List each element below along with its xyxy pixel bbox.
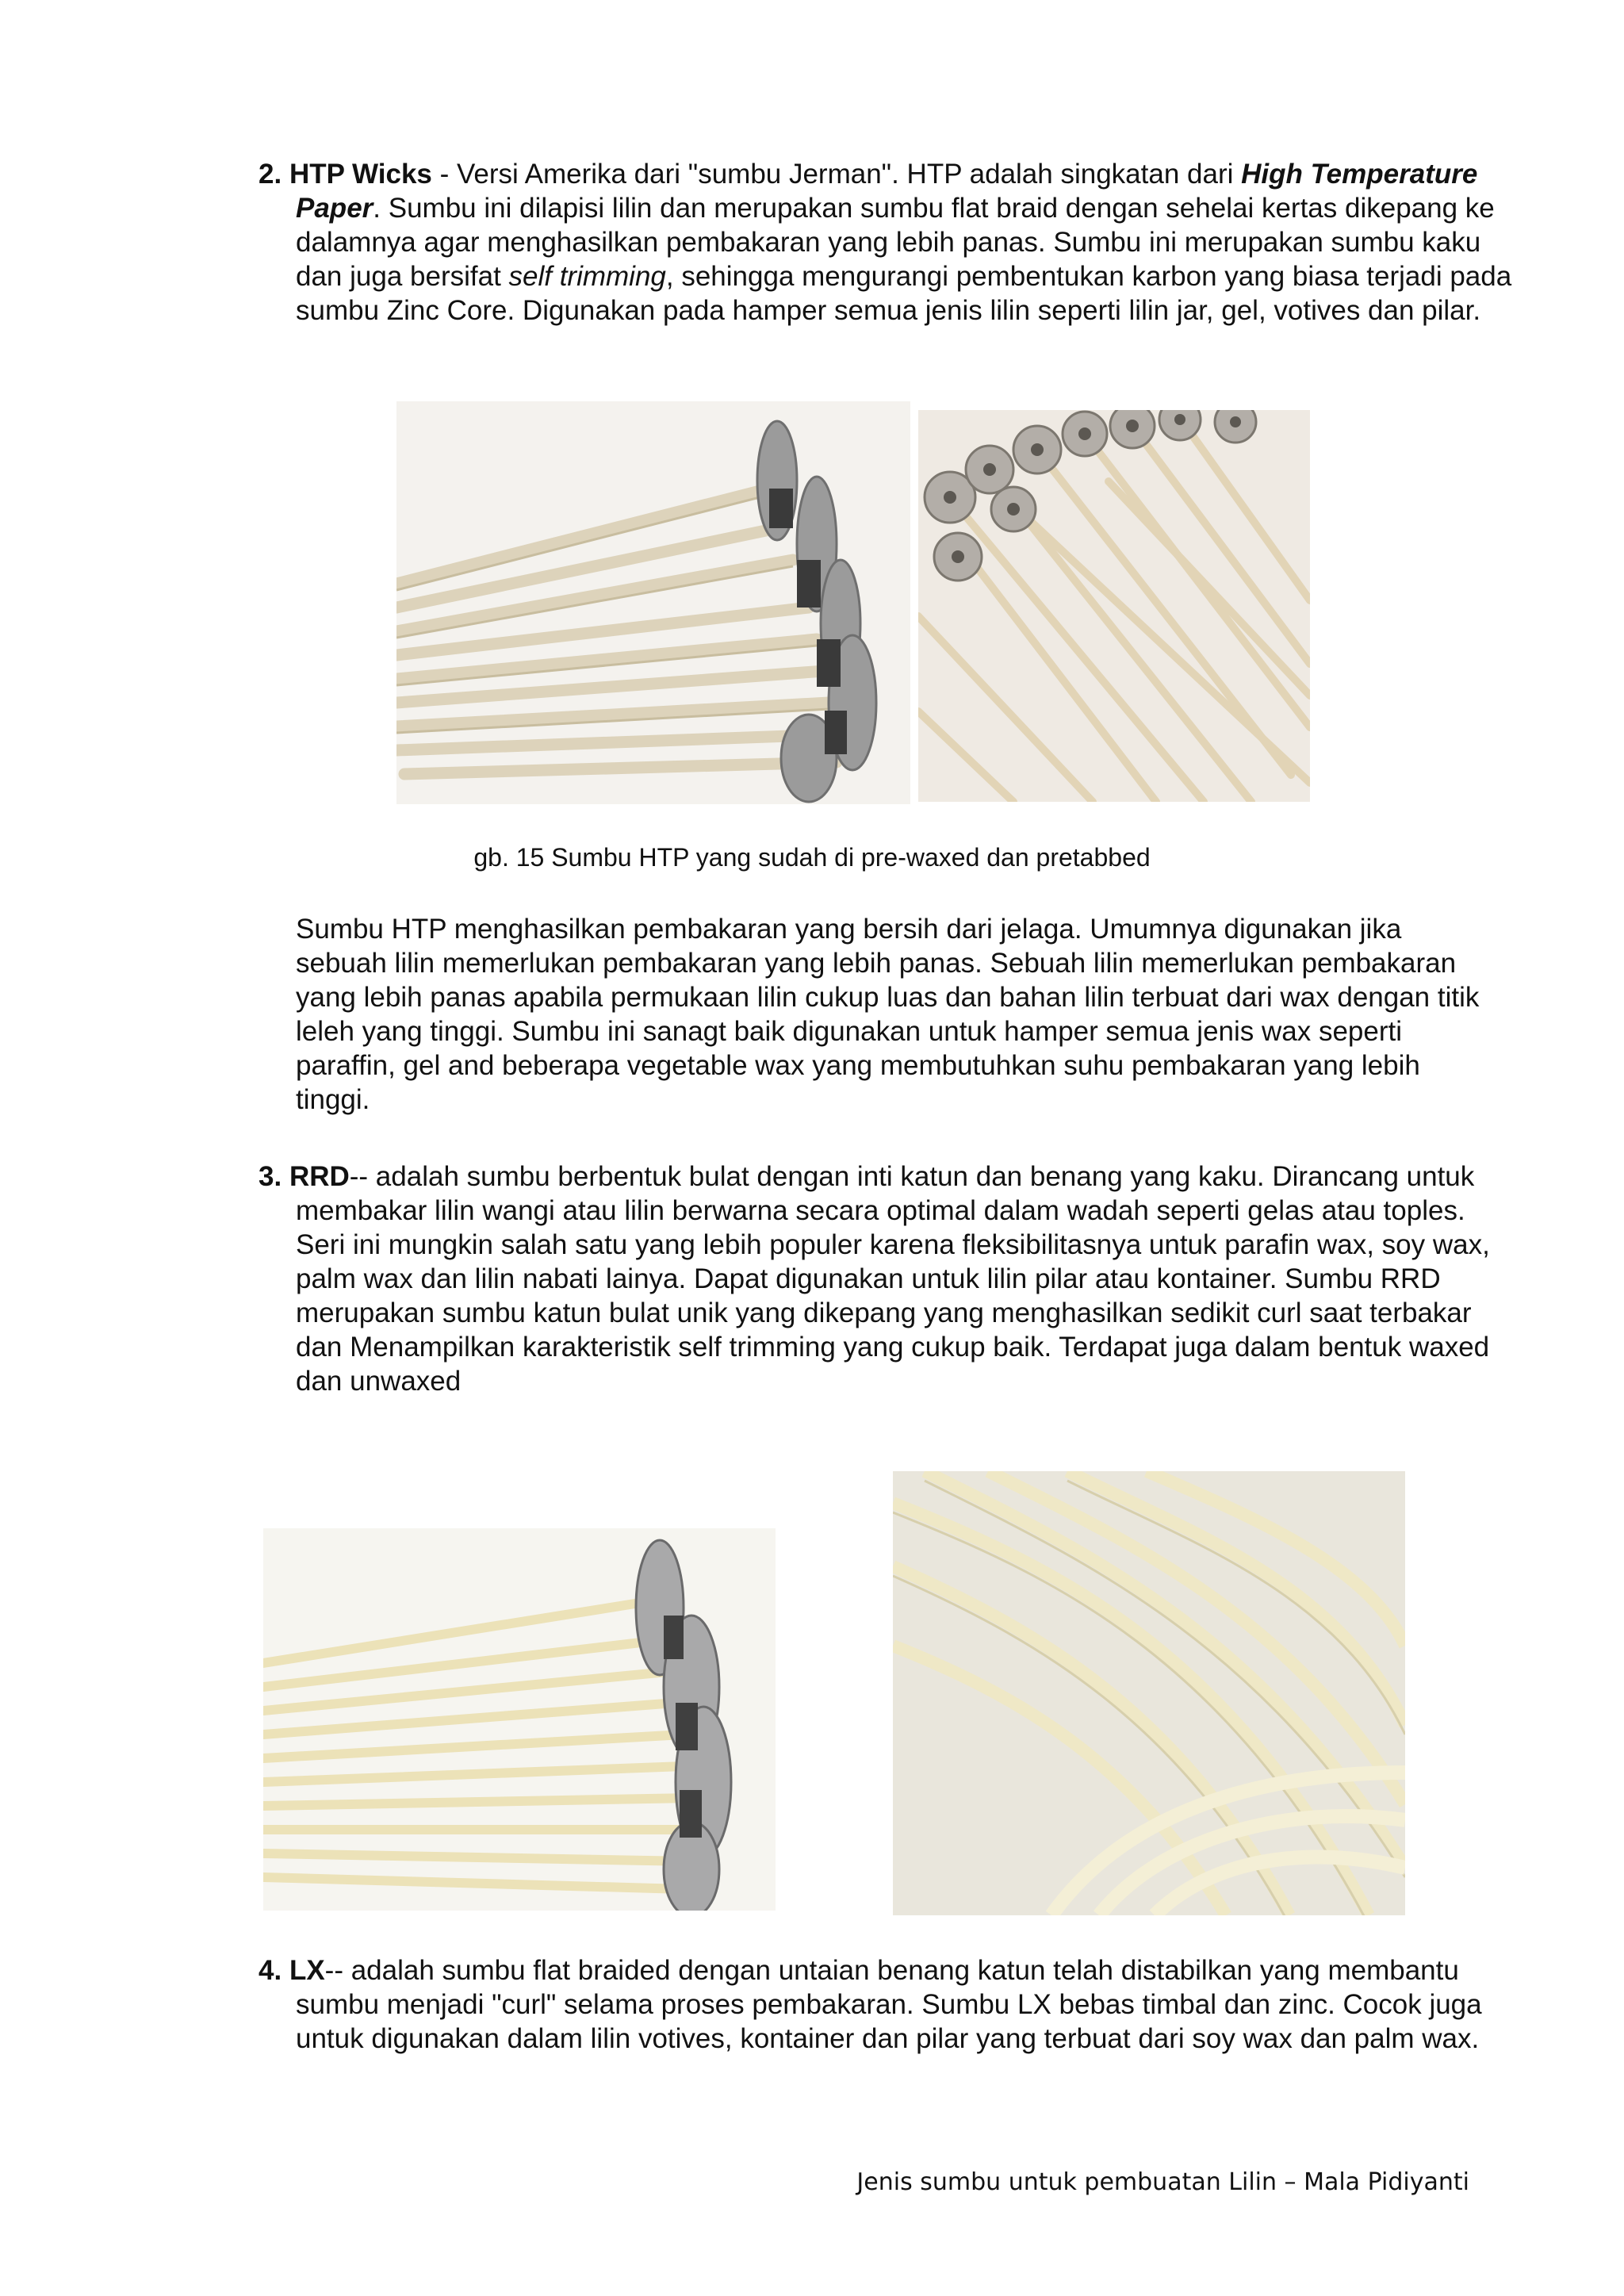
item-term: RRD xyxy=(289,1161,350,1192)
item-term: HTP Wicks xyxy=(289,159,432,190)
item-number: 4. xyxy=(259,1955,282,1986)
item-term-italic: High Temperature Paper xyxy=(296,159,1478,224)
item-htp-wicks xyxy=(259,157,1517,328)
item-text: -- adalah sumbu berbentuk bulat dengan inti katun dan benang yang kaku. Dirancang untuk membakar lilin wangi atau lilin berwarna secara optimal dalam wadah seperti gelas atau toples. Seri ini mungkin salah satu yang lebih populer karena fleksibilitasnya untuk parafin wax, soy wax, palm wax dan lilin nabati lainya. Dapat digunakan untuk lilin pilar atau kontainer. Sumbu RRD merupakan sumbu katun bulat unik yang dikepang yang menghasilkan sedikit curl saat terbakar dan Menampilkan karakteristik self trimming yang cukup baik. Terdapat juga dalam bentuk waxed dan unwaxed xyxy=(296,1161,1490,1397)
item-text: -- adalah sumbu flat braided dengan untaian benang katun telah distabilkan yang membantu sumbu menjadi "curl" selama proses pembakaran. Sumbu LX bebas timbal dan zinc. Cocok juga untuk digunakan dalam lilin votives, kontainer dan pilar yang terbuat dari soy wax dan palm wax. xyxy=(296,1955,1482,2054)
page-footer: Jenis sumbu untuk pembuatan Lilin – Mala Pidiyanti xyxy=(856,2168,1469,2196)
photo-htp-wicks-bundle xyxy=(918,410,1310,802)
item-number: 2. xyxy=(259,159,282,190)
item-rrd xyxy=(259,1159,1517,1398)
photo-htp-wicks-tabs xyxy=(396,401,910,804)
figure-caption: gb. 15 Sumbu HTP yang sudah di pre-waxed dan pretabbed xyxy=(473,843,1151,872)
item-text: - Versi Amerika dari "sumbu Jerman". HTP adalah singkatan dari xyxy=(431,159,1242,190)
item-italic-phrase: self trimming xyxy=(508,261,666,292)
htp-paragraph: Sumbu HTP menghasilkan pembakaran yang bersih dari jelaga. Umumnya digunakan jika sebuah lilin memerlukan pembakaran yang lebih panas. Sebuah lilin memerlukan pembakaran yang lebih panas apabila permukaan lilin cukup luas dan bahan lilin terbuat dari wax dengan titik leleh yang tinggi. Sumbu ini sanagt baik digunakan untuk hamper semua jenis wax seperti paraffin, gel and beberapa vegetable wax yang membutuhkan suhu pembakaran yang lebih tinggi. xyxy=(296,914,1480,1115)
photo-rrd-wicks-tabs xyxy=(263,1528,776,1911)
photo-rrd-wick-coil xyxy=(893,1471,1405,1915)
item-text: . Sumbu ini dilapisi lilin dan merupakan sumbu flat braid dengan sehelai kertas dikepang ke dalamnya agar menghasilkan pembakaran yang lebih panas. Sumbu ini merupakan sumbu kaku dan juga bersifat xyxy=(296,193,1495,292)
item-term: LX xyxy=(289,1955,325,1986)
item-number: 3. xyxy=(259,1161,282,1192)
item-text: , sehingga mengurangi pembentukan karbon yang biasa terjadi pada sumbu Zinc Core. Digunakan pada hamper semua jenis lilin seperti lilin jar, gel, votives dan pilar. xyxy=(296,261,1512,326)
item-lx xyxy=(259,1953,1517,2056)
